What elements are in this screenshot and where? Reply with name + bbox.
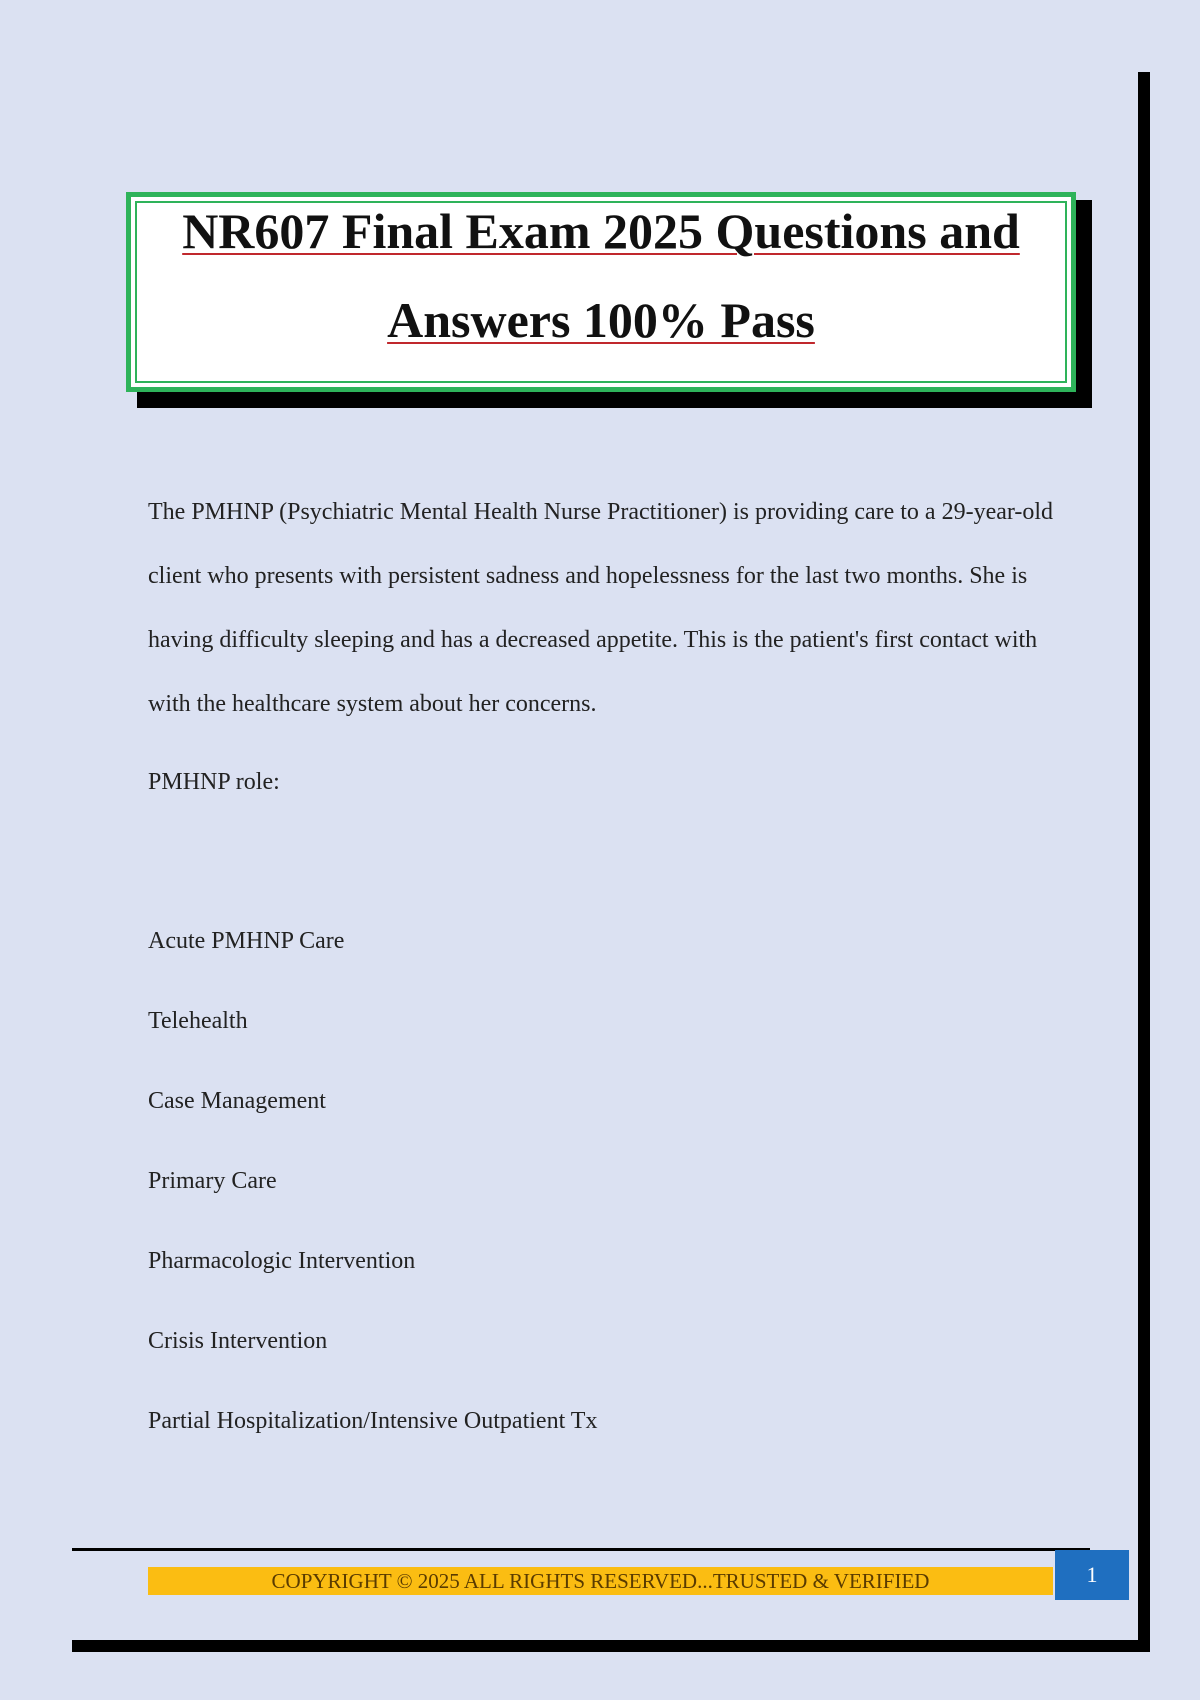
option-crisis-intervention: Crisis Intervention xyxy=(148,1328,328,1354)
option-acute-care: Acute PMHNP Care xyxy=(148,928,345,954)
footer-rule xyxy=(72,1548,1090,1551)
option-case-management: Case Management xyxy=(148,1088,326,1114)
title-line-2 xyxy=(131,290,1071,350)
option-primary-care: Primary Care xyxy=(148,1168,277,1194)
title-line-1-text: NR607 Final Exam 2025 Questions and xyxy=(182,203,1020,259)
question-prompt: PMHNP role: xyxy=(148,769,280,795)
option-partial-hospitalization: Partial Hospitalization/Intensive Outpatient Tx xyxy=(148,1408,598,1434)
page-bottom-border xyxy=(72,1640,1150,1652)
title-line-2-text: Answers 100% Pass xyxy=(387,292,815,348)
copyright-bar: COPYRIGHT © 2025 ALL RIGHTS RESERVED...TRUSTED & VERIFIED xyxy=(148,1567,1053,1595)
title-line-1 xyxy=(131,201,1071,261)
answer-options xyxy=(148,915,597,1475)
title-box xyxy=(126,192,1076,392)
option-telehealth: Telehealth xyxy=(148,1008,248,1034)
option-pharmacologic-intervention: Pharmacologic Intervention xyxy=(148,1248,416,1274)
page-right-border xyxy=(1138,72,1150,1652)
question-text: The PMHNP (Psychiatric Mental Health Nurse Practitioner) is providing care to a 29-year-old client who presents with persistent sadness and hopelessness for the last two months. She is having difficulty sleeping and has a decreased appetite. This is the patient's first contact with with the healthcare system about her concerns. xyxy=(148,499,1054,717)
page-number: 1 xyxy=(1055,1550,1129,1600)
